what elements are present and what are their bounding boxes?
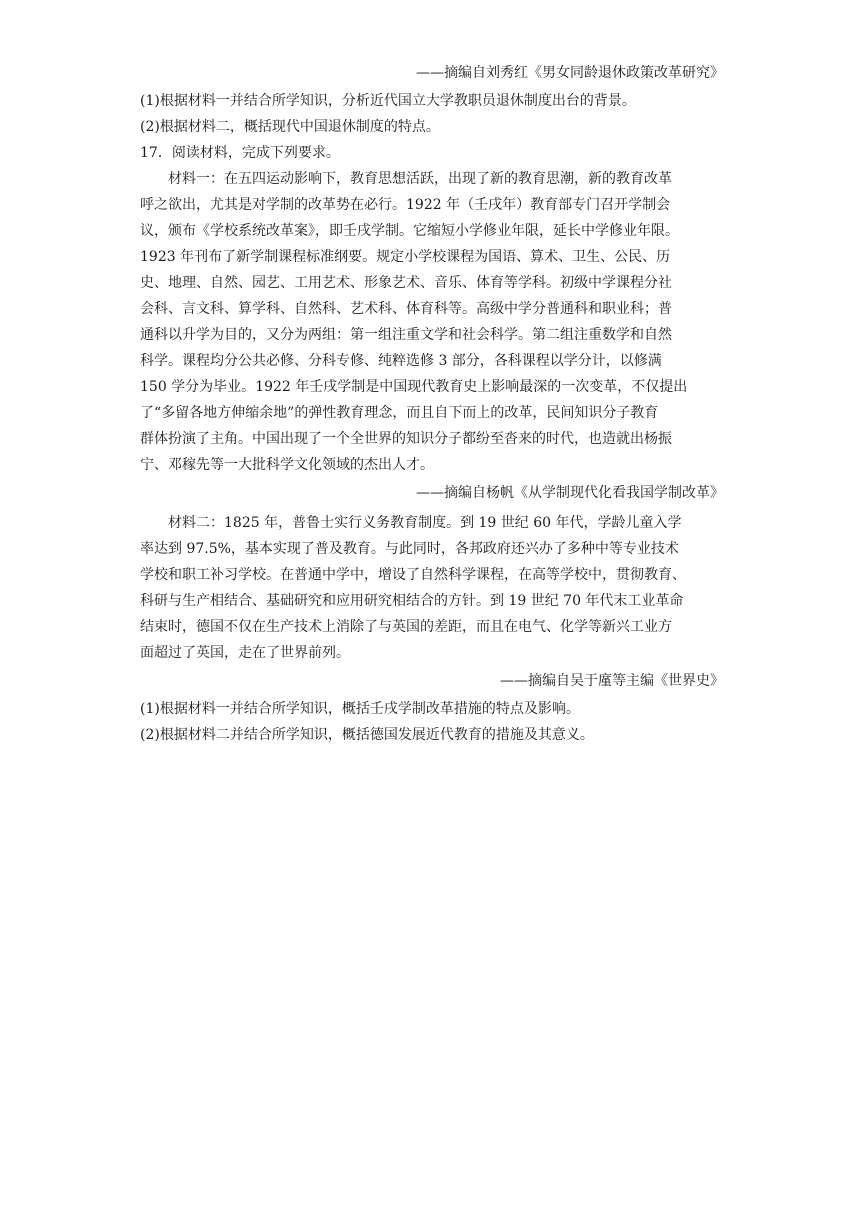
material-1-line: 150 学分为毕业。1922 年壬戌学制是中国现代教育史上影响最深的一次变革，不仅提出 [140,379,688,395]
material-2-line: 面超过了英国，走在了世界前列。 [140,645,350,661]
q17-sub-question-1: (1)根据材料一并结合所学知识，概括壬戌学制改革措施的特点及影响。 [140,701,580,717]
q17-sub-question-2: (2)根据材料二并结合所学知识，概括德国发展近代教育的措施及其意义。 [140,727,594,743]
material-2-line: 率达到 97.5%，基本实现了普及教育。与此同时，各邦政府还兴办了多种中等专业技术 [140,541,679,557]
q17-material-1 [140,166,724,506]
material-2-line: 材料二：1825 年，普鲁士实行义务教育制度。到 19 世纪 60 年代，学龄儿童入学 [168,515,682,531]
material-2-source: ——摘编自吴于廑等主编《世界史》 [500,673,724,689]
document-page [140,60,724,748]
q16-source: ——摘编自刘秀红《男女同龄退休政策改革研究》 [416,65,724,81]
q16-sub-question-2: (2)根据材料二，概括现代中国退休制度的特点。 [140,119,440,135]
q17-sub-questions [140,696,724,748]
q16-sub-question-1: (1)根据材料一并结合所学知识，分析近代国立大学教职员退休制度出台的背景。 [140,93,636,109]
material-1-line: 科学。课程均分公共必修、分科专修、纯粹选修 3 部分，各科课程以学分计，以修满 [140,353,662,369]
material-2-line: 结束时，德国不仅在生产技术上消除了与英国的差距，而且在电气、化学等新兴工业方 [140,619,672,635]
material-2-line: 学校和职工补习学校。在普通中学中，增设了自然科学课程，在高等学校中，贯彻教育、 [140,567,686,583]
material-1-line: 1923 年刊布了新学制课程标准纲要。规定小学校课程为国语、算术、卫生、公民、历 [140,249,671,265]
material-1-line: 群体扮演了主角。中国出现了一个全世界的知识分子都纷至沓来的时代，也造就出杨振 [140,431,672,447]
material-1-line: 议，颁布《学校系统改革案》，即壬戌学制。它缩短小学修业年限，延长中学修业年限。 [140,223,679,239]
material-1-line: 通科以升学为目的，又分为两组：第一组注重文学和社会科学。第二组注重数学和自然 [140,327,672,343]
material-1-line: 会科、言文科、算学科、自然科、艺术科、体育科等。高级中学分普通科和职业科；普 [140,301,672,317]
material-1-line: 了“多留各地方伸缩余地”的弹性教育理念，而且自下而上的改革，民间知识分子教育 [140,405,659,421]
material-2-line: 科研与生产相结合、基础研究和应用研究相结合的方针。到 19 世纪 70 年代末工业革命 [140,593,684,609]
q17-heading: 17．阅读材料，完成下列要求。 [140,145,340,161]
material-1-line: 史、地理、自然、园艺、工用艺术、形象艺术、音乐、体育等学科。初级中学课程分社 [140,275,672,291]
material-1-line: 宁、邓稼先等一大批科学文化领域的杰出人才。 [140,457,434,473]
q17-material-2 [140,510,724,694]
material-1-line: 材料一：在五四运动影响下，教育思想活跃，出现了新的教育思潮，新的教育改革 [168,171,672,187]
material-1-line: 呼之欲出，尤其是对学制的改革势在必行。1922 年（壬戌年）教育部专门召开学制会 [140,197,671,213]
material-1-source: ——摘编自杨帆《从学制现代化看我国学制改革》 [416,485,724,501]
